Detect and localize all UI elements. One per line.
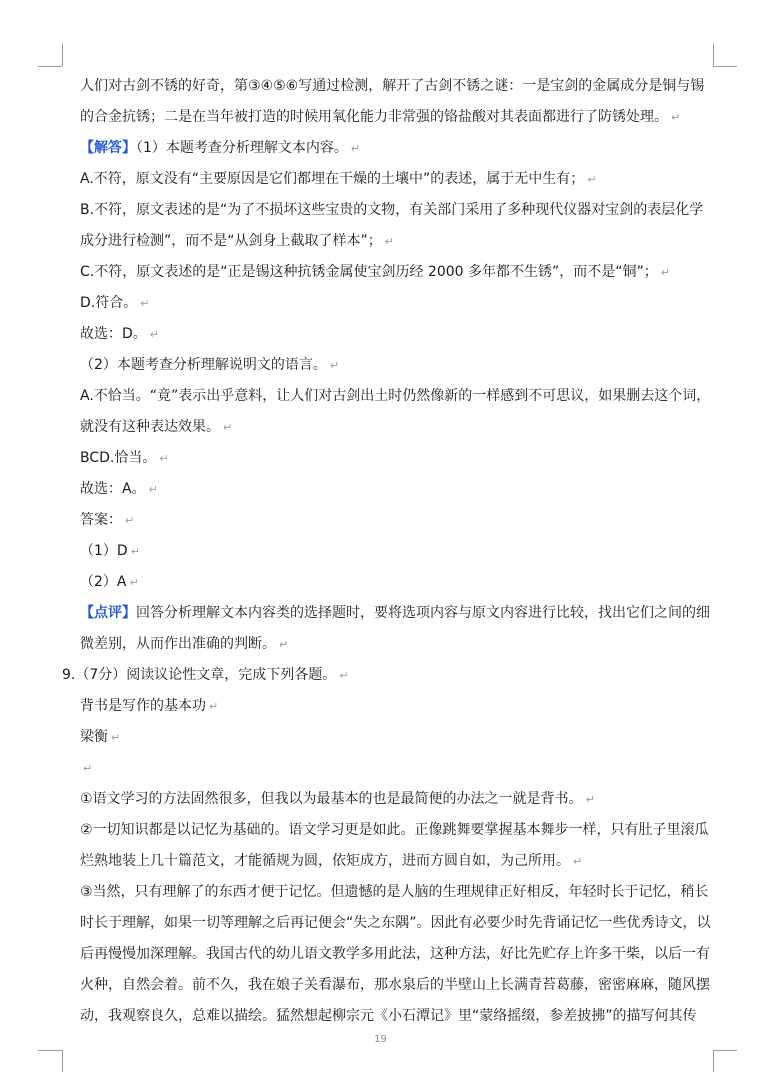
paragraph-mark: ↵: [148, 483, 158, 496]
paragraph-mark: ↵: [223, 421, 233, 434]
line-text: （1）D: [80, 543, 128, 559]
line-text: B.不符，原文表述的是“为了不损坏这些宝贵的文物，有关部门采用了多种现代仪器对宝剑的表层化学: [80, 202, 704, 218]
line-text: A.不恰当。“竟”表示出乎意料，让人们对古剑出土时仍然像新的一样感到不可思议，如果删去这个词，: [80, 388, 711, 404]
paragraph-mark: ↵: [350, 142, 361, 155]
line-text: 梁衡: [80, 729, 108, 745]
line-text: D.符合。: [80, 295, 138, 311]
crop-mark-bottom-left-h: [38, 1050, 62, 1051]
crop-mark-bottom-right-v: [713, 1050, 714, 1072]
line-text: （2）A: [80, 574, 127, 590]
paragraph-mark: ↵: [83, 762, 93, 775]
line-text: A.不符，原文没有“主要原因是它们都埋在干燥的土壤中”的表述，属于无中生有；: [80, 171, 585, 187]
paragraph-mark: ↵: [111, 731, 121, 744]
line-text: ②一切知识都是以记忆为基础的。语文学习更是如此。正像跳舞要掌握基本舞步一样，只有肚子里滚瓜: [80, 822, 709, 838]
crop-mark-top-left-v: [62, 44, 63, 66]
line-text: BCD.恰当。: [80, 450, 157, 466]
crop-mark-top-left-h: [38, 66, 62, 67]
line-text: 的合金抗锈；二是在当年被打造的时候用氧化能力非常强的铬盐酸对其表面都进行了防锈处理。: [80, 109, 668, 125]
line-text: 烂熟地装上几十篇范文，才能循规为圆，依矩成方，进而方圆自如，为己所用。: [80, 853, 570, 869]
line-text: 故选：A。: [80, 481, 146, 497]
line-text: 成分进行检测”，而不是“从剑身上截取了样本”；: [80, 233, 382, 249]
paragraph-mark: ↵: [130, 545, 140, 558]
line-text: 回答分析理解文本内容类的选择题时，要将选项内容与原文内容进行比较，找出它们之间的细: [136, 605, 710, 621]
page-number: 19: [374, 1034, 387, 1045]
crop-mark-top-right-h: [713, 66, 737, 67]
line-text: 微差别，从而作出准确的判断。: [80, 636, 276, 652]
paragraph-mark: ↵: [129, 576, 139, 589]
line-text: 背书是写作的基本功: [80, 698, 206, 714]
paragraph-mark: ↵: [573, 855, 583, 868]
crop-mark-top-right-v: [713, 44, 714, 66]
paragraph-mark: ↵: [159, 452, 169, 465]
paragraph-mark: ↵: [587, 173, 597, 186]
line-text: 动，我观察良久，总难以描绘。猛然想起柳宗元《小石潭记》里“蒙络摇缀，参差披拂”的描写何其传: [80, 1008, 697, 1024]
line-text: 火种，自然会着。前不久，我在娘子关看瀑布，那水泉后的半壁山上长满青苔葛藤，密密麻麻，随风摆: [80, 977, 710, 993]
crop-mark-bottom-left-v: [62, 1050, 63, 1072]
answer-label: 【解答】: [80, 140, 136, 156]
line-text: 9.（7分）阅读议论性文章，完成下列各题。: [62, 667, 337, 683]
paragraph-mark: ↵: [671, 111, 681, 124]
paragraph-mark: ↵: [149, 328, 159, 341]
paragraph-mark: ↵: [384, 235, 394, 248]
line-text: ③当然，只有理解了的东西才便于记忆。但遗憾的是人脑的生理规律正好相反，年轻时长于记忆，稍长: [80, 884, 709, 900]
line-text: 人们对古剑不锈的好奇，第③④⑤⑥写通过检测，解开了古剑不锈之谜：一是宝剑的金属成分是铜与锡: [80, 78, 705, 94]
crop-mark-bottom-right-h: [713, 1050, 737, 1051]
paragraph-mark: ↵: [209, 700, 219, 713]
paragraph-mark: ↵: [279, 638, 289, 651]
paragraph-mark: ↵: [125, 514, 135, 527]
line-text: 后再慢慢加深理解。我国古代的幼儿语文教学多用此法，这种方法，好比先贮存上许多干柴，以后一有: [80, 946, 710, 962]
paragraph-mark: ↵: [140, 297, 150, 310]
paragraph-mark: ↵: [660, 266, 670, 279]
line-text: （2）本题考查分析理解说明文的语言。: [80, 357, 327, 373]
line-text: 故选：D。: [80, 326, 147, 342]
line-text: ①语文学习的方法固然很多，但我以为最基本的也是最简便的办法之一就是背书。: [80, 791, 583, 807]
line-text: C.不符，原文表述的是“正是锡这种抗锈金属使宝剑历经 2000 多年都不生锈”，而不是“铜”；: [80, 264, 658, 280]
paragraph-mark: ↵: [339, 669, 349, 682]
line-text: 就没有这种表达效果。: [80, 419, 220, 435]
comment-label: 【点评】: [80, 605, 136, 621]
line-text: 时长于理解，如果一切等理解之后再记便会“失之东隅”。因此有必要少时先背诵记忆一些优秀诗文，以: [80, 915, 711, 931]
paragraph-mark: ↵: [585, 793, 595, 806]
paragraph-mark: ↵: [329, 359, 340, 372]
line-text: 答案：: [80, 512, 122, 528]
line-text: （1）本题考查分析理解文本内容。: [136, 140, 348, 156]
